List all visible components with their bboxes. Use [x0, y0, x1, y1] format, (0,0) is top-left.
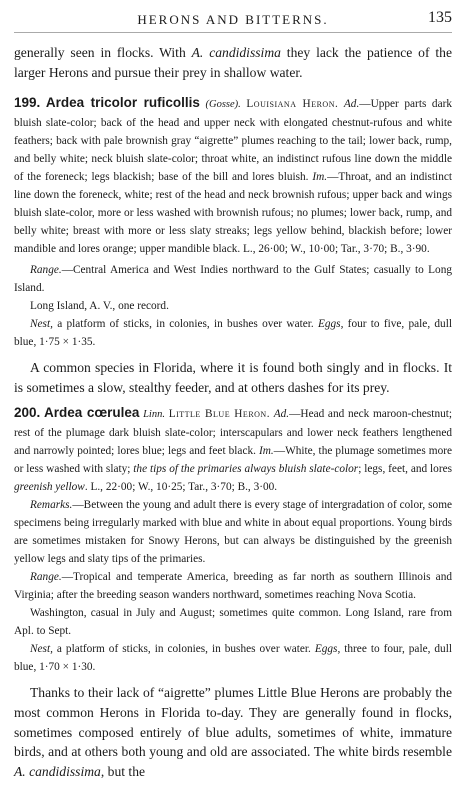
- range-label: Range.: [30, 264, 62, 277]
- eggs-label: Eggs,: [314, 643, 341, 656]
- local-record: Long Island, A. V., one record.: [30, 300, 169, 313]
- remarks-line: [14, 496, 452, 568]
- local-record: Washington, casual in July and August; sometimes quite common. Long Island, rare from Apl. to Sept.: [14, 607, 452, 638]
- species-name: A. candidissima: [14, 763, 101, 779]
- entry-number: 199.: [14, 95, 41, 111]
- immature-description: ; legs, feet, and lores: [358, 463, 452, 476]
- running-header: [14, 6, 452, 33]
- range-line: [14, 261, 452, 297]
- common-name: Little Blue Heron.: [168, 408, 271, 421]
- remarks-label: Remarks.: [30, 499, 73, 512]
- adult-label: Ad.: [343, 98, 360, 111]
- book-page: [14, 6, 452, 781]
- adult-description: —Head and neck maroon-chestnut; rest of the plumage dark bluish slate-color; interscapulars and lower neck feathers lengthened and narrowly pointed; lores blue; legs and feet black.: [14, 408, 453, 458]
- intro-text: generally seen in flocks. With: [14, 45, 192, 60]
- range-text: —Tropical and temperate America, breeding as far north as southern Illinois and Virginia; after the breeding season wanders northward, sometimes reaching Nova Scotia.: [14, 571, 452, 602]
- intro-text: they lack the patience of the larger Herons and pursue their prey in shallow water.: [14, 45, 452, 80]
- nest-label: Nest,: [30, 318, 53, 331]
- species-entry-200: [14, 404, 452, 781]
- species-name: A. candidissima: [191, 45, 281, 60]
- immature-label: Im.: [312, 171, 328, 184]
- entry-description: [14, 404, 452, 496]
- nest-text: a platform of sticks, in colonies, in bushes over water.: [52, 318, 318, 331]
- nest-text: a platform of sticks, in colonies, in bushes over water.: [52, 643, 315, 656]
- entry-number: 200.: [14, 405, 41, 421]
- authority: (Gosse).: [205, 99, 241, 111]
- adult-description: —Upper parts dark bluish slate-color; back of the head and upper neck with elongated chestnut-rufous and white feathers; back with pale brownish gray “aigrette” plumes reaching to the tail; lower back, rump, and belly white; neck bluish slate-color; throat white, an indistinct rufous line down the middle of the foreneck; legs blackish; base of the bill and lores bluish.: [14, 98, 453, 184]
- immature-description: —Throat, and an indistinct line down the foreneck, white; rest of the head and neck brownish rufous; upper back and wings bluish slate-color, more or less washed with brownish rufous; no plumes; lower back, rump, and belly white; breast with more or less slaty streaks; legs yellow behind, blackish before; lower mandible and lores orange; upper mandible black. L., 26·00; W., 10·00; Tar., 3·70; B., 3·90.: [14, 171, 452, 256]
- page-number: 135: [428, 9, 452, 26]
- immature-italic: greenish yellow: [14, 481, 85, 494]
- eggs-text: three to four, pale, dull blue, 1·70 × 1·30.: [14, 643, 452, 674]
- nest-line: [14, 640, 452, 676]
- scientific-name: Ardea tricolor ruficollis: [45, 95, 200, 111]
- notes-paragraph: [14, 683, 452, 781]
- notes-text: , but the: [100, 763, 146, 779]
- intro-paragraph: [14, 43, 452, 82]
- remarks-text: —Between the young and adult there is every stage of intergradation of color, some specimens being irregularly marked with blue and white in about equal proportions. Young birds are sometimes mistaken for Snowy Herons, but can always be distinguished by the greenish yellow legs and slaty tips of the primaries.: [14, 499, 452, 566]
- eggs-label: Eggs,: [317, 318, 344, 331]
- running-title: HERONS AND BITTERNS.: [137, 12, 329, 27]
- range-text: —Central America and West Indies northward to the Gulf States; casually to Long Island.: [14, 264, 452, 295]
- nest-line: [14, 315, 452, 351]
- adult-label: Ad.: [273, 408, 290, 421]
- authority: Linn.: [143, 409, 165, 421]
- eggs-text: four to five, pale, dull blue, 1·75 × 1·35.: [14, 318, 452, 349]
- immature-italic: the tips of the primaries always bluish slate-color: [133, 463, 359, 476]
- range-label: Range.: [30, 571, 62, 584]
- common-name: Louisiana Heron.: [246, 98, 339, 111]
- entry-description: [14, 94, 452, 258]
- scientific-name: Ardea cœrulea: [43, 405, 140, 421]
- notes-text: Thanks to their lack of “aigrette” plumes Little Blue Herons are probably the most common Herons in Florida to-day. They are generally found in flocks, sometimes composed entirely of blue adults, sometimes of white, immature birds, and at others both young and old are associated. The white birds resemble: [14, 685, 452, 760]
- species-entry-199: [14, 94, 452, 397]
- immature-description: —White, the plumage sometimes more or less washed with slaty;: [14, 445, 452, 476]
- nest-label: Nest,: [30, 643, 53, 656]
- immature-label: Im.: [259, 445, 274, 458]
- notes-paragraph: A common species in Florida, where it is found both singly and in flocks. It is sometimes a slow, stealthy feeder, and at others dashes for its prey.: [14, 360, 452, 395]
- immature-description: . L., 22·00; W., 10·25; Tar., 3·70; B., 3·00.: [84, 481, 278, 494]
- range-line: [14, 568, 452, 604]
